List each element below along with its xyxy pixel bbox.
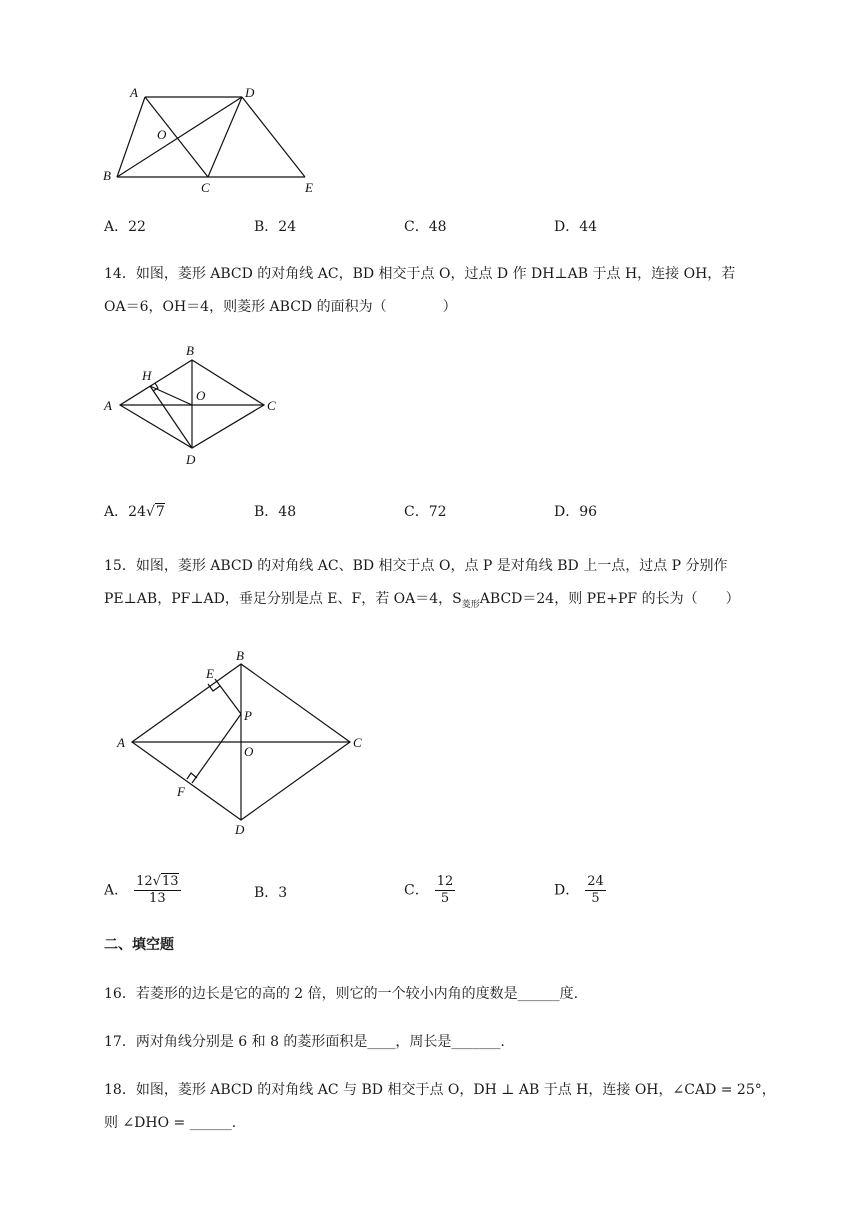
q15-option-c-fraction — [435, 874, 456, 907]
label-a: A — [104, 398, 112, 413]
label-b: B — [236, 648, 244, 663]
figure-q13 — [95, 82, 335, 197]
q15-option-a-fraction — [134, 874, 180, 907]
q15-option-c — [404, 874, 455, 907]
q15-option-c-prefix: C． — [404, 882, 429, 899]
q17-text: 17．两对角线分别是 6 和 8 的菱形面积是____，周长是_______. — [104, 1034, 505, 1050]
q15-text-line2 — [104, 589, 740, 615]
q15-option-d-fraction — [585, 874, 606, 907]
q13-option-b: B．24 — [254, 219, 297, 235]
segment-dc — [208, 97, 242, 177]
q14-option-d: D．96 — [554, 504, 598, 520]
q15-text-line1: 15．如图，菱形 ABCD 的对角线 AC、BD 相交于点 O，点 P 是对角线 BD 上一点，过点 P 分别作 — [104, 558, 728, 574]
label-e: E — [206, 666, 214, 681]
sqrt-sign: √ — [152, 874, 161, 889]
segment-pe — [215, 679, 241, 714]
q18-text-line1: 18．如图，菱形 ABCD 的对角线 AC 与 BD 相交于点 O，DH ⊥ AB 于点 H，连接 OH，∠CAD = 25°， — [104, 1082, 776, 1098]
q14-text-line2: OA＝6，OH＝4，则菱形 ABCD 的面积为（ ） — [104, 299, 457, 315]
q14-option-a — [104, 502, 165, 522]
diagonal-ac — [145, 97, 208, 177]
label-c: C — [267, 398, 276, 413]
label-b: B — [103, 168, 111, 183]
q14-option-a-radicand: 7 — [155, 504, 165, 520]
label-f: F — [177, 784, 185, 799]
q15-line2-part-a: PE⊥AB，PF⊥AD，垂足分别是点 E、F，若 OA＝4，S — [104, 591, 462, 607]
figure-q14 — [100, 340, 290, 470]
label-h: H — [142, 368, 152, 383]
label-c: C — [353, 735, 362, 750]
q18-text-line2: 则 ∠DHO = ______. — [104, 1115, 237, 1131]
q15-option-a-num-coef: 12 — [136, 874, 153, 889]
q14-option-b: B．48 — [254, 504, 297, 520]
q15-option-d-prefix: D． — [554, 882, 580, 899]
q15-option-a-num-radicand: 13 — [161, 874, 179, 889]
label-o: O — [196, 388, 206, 403]
label-p: P — [244, 708, 252, 723]
q14-text-line1: 14．如图，菱形 ABCD 的对角线 AC，BD 相交于点 O，过点 D 作 DH⊥AB 于点 H，连接 OH，若 — [104, 266, 736, 282]
segment-ab — [117, 97, 145, 177]
q15-option-d — [554, 874, 606, 907]
right-angle-mark-e — [208, 684, 220, 691]
segment-de — [242, 97, 305, 177]
q15-option-a — [104, 874, 181, 907]
label-a: A — [117, 735, 125, 750]
label-d: D — [186, 452, 196, 467]
q13-option-d: D．44 — [554, 219, 598, 235]
q15-option-b: B．3 — [254, 885, 288, 901]
q14-option-c: C．72 — [404, 504, 447, 520]
q13-option-a: A．22 — [104, 219, 146, 235]
q15-line2-subscript: 菱形 — [461, 599, 480, 610]
q15-option-d-den: 5 — [591, 891, 600, 906]
label-c: C — [201, 180, 210, 195]
q15-option-c-num: 12 — [436, 874, 454, 889]
q15-line2-part-b: ABCD＝24，则 PE+PF 的长为（ ） — [479, 591, 740, 607]
section-title-fill-in: 二、填空题 — [104, 937, 174, 953]
q16-text: 16．若菱形的边长是它的高的 2 倍，则它的一个较小内角的度数是______度. — [104, 986, 579, 1002]
label-b: B — [186, 343, 194, 358]
label-o: O — [157, 127, 167, 142]
q15-option-a-prefix: A． — [104, 882, 129, 899]
q15-option-d-num: 24 — [587, 874, 604, 889]
q13-option-c: C．48 — [404, 219, 447, 235]
label-d: D — [235, 822, 245, 837]
q15-option-c-den: 5 — [440, 891, 450, 906]
label-d: D — [245, 85, 255, 100]
label-o: O — [244, 744, 254, 759]
figure-q15 — [110, 648, 370, 838]
segment-pf — [192, 714, 241, 783]
q14-option-a-prefix: A．24 — [104, 504, 146, 520]
diagonal-bd — [117, 97, 242, 177]
q15-option-a-den: 13 — [149, 891, 166, 906]
sqrt-sign: √ — [145, 504, 155, 520]
label-a: A — [130, 85, 138, 100]
label-e: E — [305, 180, 313, 195]
